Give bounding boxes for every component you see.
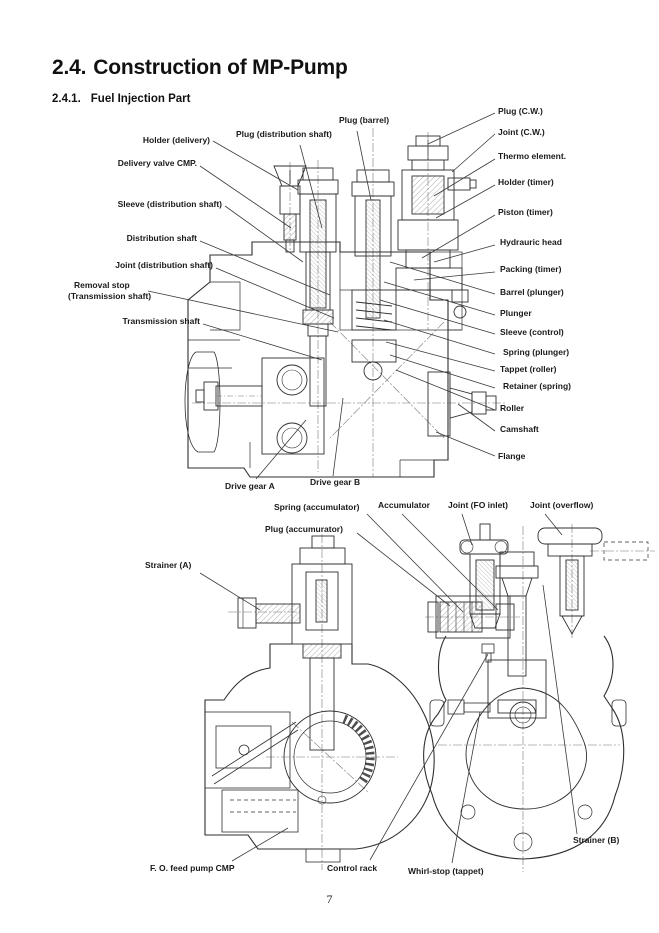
label-tappet-roller: Tappet (roller) xyxy=(500,364,557,374)
label-joint-cw: Joint (C.W.) xyxy=(498,127,545,137)
label-retainer-spring: Retainer (spring) xyxy=(503,381,572,391)
label-joint-distribution-shaft: Joint (distribution shaft) xyxy=(115,260,213,270)
front-plunger-column xyxy=(488,552,546,728)
label-holder-timer: Holder (timer) xyxy=(498,177,554,187)
label-plunger: Plunger xyxy=(500,308,532,318)
center-lines xyxy=(192,128,506,477)
label-removal-stop-line2: (Transmission shaft) xyxy=(68,291,152,302)
label-thermo-element: Thermo element. xyxy=(498,151,567,161)
cam-lobe xyxy=(466,688,586,809)
label-sleeve-distribution-shaft: Sleeve (distribution shaft) xyxy=(117,199,222,209)
section-title: Construction of MP-Pump xyxy=(93,56,348,79)
label-strainer-b: Strainer (B) xyxy=(573,835,620,845)
label-delivery-valve-cmp: Delivery valve CMP. xyxy=(117,158,197,168)
label-plug-barrel: Plug (barrel) xyxy=(339,115,390,125)
barrel-plunger-column xyxy=(352,170,396,380)
subsection-heading xyxy=(52,93,190,105)
label-hydrauric-head: Hydrauric head xyxy=(500,237,562,247)
label-joint-fo-inlet: Joint (FO inlet) xyxy=(448,500,508,510)
label-removal-stop xyxy=(68,280,151,303)
fo-feed-pump xyxy=(205,712,298,832)
label-packing-timer: Packing (timer) xyxy=(500,264,562,274)
label-plug-cw: Plug (C.W.) xyxy=(498,106,543,116)
diagram-feed-pump-side-view xyxy=(205,534,434,870)
label-fo-feed-pump-cmp: F. O. feed pump CMP xyxy=(150,863,235,873)
section-number: 2.4. xyxy=(52,56,87,79)
whirl-stop-bolt xyxy=(448,644,494,714)
subsection-number: 2.4.1. xyxy=(52,93,81,105)
front-housing xyxy=(424,636,624,859)
label-camshaft: Camshaft xyxy=(500,424,539,434)
timer-assembly xyxy=(396,136,476,318)
label-drive-gear-a: Drive gear A xyxy=(225,481,275,491)
label-control-rack: Control rack xyxy=(327,863,378,873)
label-flange: Flange xyxy=(498,451,526,461)
label-joint-overflow: Joint (overflow) xyxy=(530,500,594,510)
label-plug-distribution-shaft: Plug (distribution shaft) xyxy=(236,129,332,139)
label-roller: Roller xyxy=(500,403,525,413)
diagram-front-section xyxy=(424,524,655,872)
label-holder-delivery: Holder (delivery) xyxy=(142,135,210,145)
label-transmission-shaft: Transmission shaft xyxy=(122,316,200,326)
subsection-title: Fuel Injection Part xyxy=(90,93,191,105)
label-spring-plunger: Spring (plunger) xyxy=(503,347,570,357)
label-sleeve-control: Sleeve (control) xyxy=(500,327,564,337)
label-distribution-shaft: Distribution shaft xyxy=(126,233,197,243)
leader-lines xyxy=(148,113,577,863)
camshaft-assembly xyxy=(428,372,496,436)
label-barrel-plunger: Barrel (plunger) xyxy=(500,287,564,297)
feed-pump-housing xyxy=(205,644,434,849)
label-drive-gear-b: Drive gear B xyxy=(310,477,361,487)
section-heading xyxy=(52,56,348,80)
overflow-joint xyxy=(538,528,648,634)
label-accumulator: Accumulator xyxy=(378,500,430,510)
label-removal-stop-line1: Removal stop xyxy=(74,280,130,290)
label-plug-accumurator: Plug (accumurator) xyxy=(265,524,343,534)
label-strainer-a: Strainer (A) xyxy=(145,560,192,570)
label-whirl-stop-tappet: Whirl-stop (tappet) xyxy=(408,866,484,876)
label-spring-accumulator: Spring (accumulator) xyxy=(274,502,360,512)
label-piston-timer: Piston (timer) xyxy=(498,207,553,217)
diagram-fuel-injection-side-section xyxy=(185,128,506,477)
page-number: 7 xyxy=(326,892,333,906)
cam-chamber xyxy=(284,711,376,804)
